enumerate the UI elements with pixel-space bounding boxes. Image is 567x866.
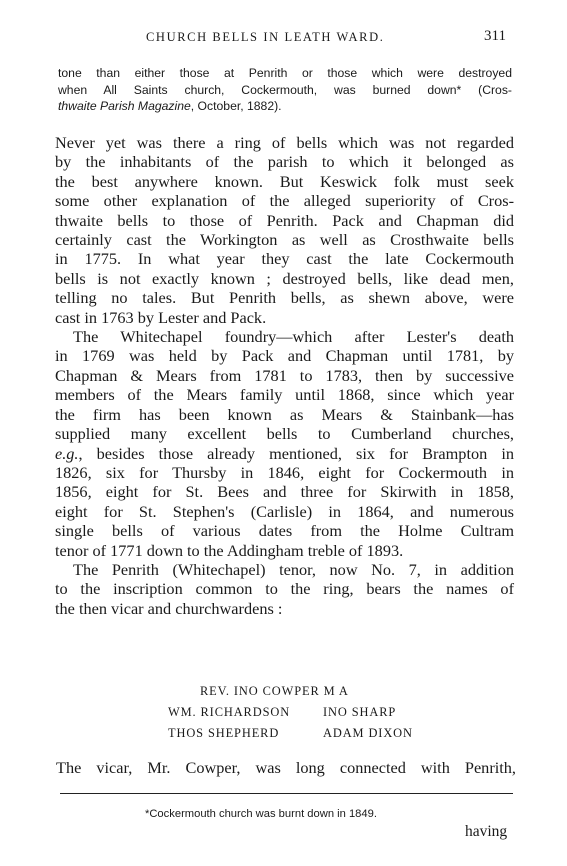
text-line: in 1769 was held by Pack and Chapman until 1781, by [55, 346, 514, 366]
text-line: members of the Mears family until 1868, since which year [55, 385, 514, 405]
text-line: bells is not exactly known ; destroyed bells, like dead men, [55, 268, 514, 288]
text-line: supplied many excellent bells to Cumberland churches, [55, 424, 514, 444]
text-line: e.g., besides those already mentioned, six for Brampton in [55, 443, 514, 463]
main-text [55, 133, 514, 618]
text-line: telling no tales. But Penrith bells, as shewn above, were [55, 288, 514, 308]
carryover-line: tone than either those at Penrith or those which were destroyed [58, 66, 512, 80]
text-line: some other explanation of the alleged superiority of Cros- [55, 191, 514, 211]
inscription-warden: ADAM DIXON [323, 726, 413, 740]
text-line: the best anywhere known. But Keswick folk must seek [55, 171, 514, 191]
footnote: *Cockermouth church was burnt down in 1849. [145, 808, 377, 820]
closing-line: The vicar, Mr. Cowper, was long connected with Penrith, [56, 758, 516, 777]
text-line: 1826, six for Thursby in 1846, eight for Cockermouth in [55, 462, 514, 482]
text-line: eight for St. Stephen's (Carlisle) in 1864, and numerous [55, 501, 514, 521]
text-line: in 1775. In what year they cast the late Cockermouth [55, 249, 514, 269]
catchword: having [465, 823, 508, 840]
text-line: by the inhabitants of the parish to which it belonged as [55, 152, 514, 172]
text-line: cast in 1763 by Lester and Pack. [55, 307, 267, 327]
inscription-vicar: REV. INO COWPER M A [200, 684, 349, 698]
inscription-warden: WM. RICHARDSON [168, 705, 291, 719]
text-line: 1856, eight for St. Bees and three for Skirwith in 1858, [55, 482, 514, 502]
carryover-paragraph [58, 65, 512, 115]
running-head [0, 30, 567, 50]
text-line: tenor of 1771 down to the Addingham treble of 1893. [55, 540, 404, 560]
running-title: CHURCH BELLS IN LEATH WARD. [146, 30, 385, 44]
page-number: 311 [484, 28, 506, 44]
carryover-line: thwaite Parish Magazine, October, 1882). [58, 99, 282, 113]
text-line: the firm has been known as Mears & Stainbank—has [55, 404, 514, 424]
inscription-warden: THOS SHEPHERD [168, 726, 280, 740]
text-line: thwaite bells to those of Penrith. Pack and Chapman did [55, 210, 514, 230]
footnote-rule [60, 793, 513, 794]
text-line: single bells of various dates from the Holme Cultram [55, 521, 514, 541]
text-line: Chapman & Mears from 1781 to 1783, then by successive [55, 365, 514, 385]
text-line: The Whitechapel foundry—which after Lester's death [73, 327, 514, 347]
text-line: The Penrith (Whitechapel) tenor, now No. 7, in addition [73, 559, 514, 579]
carryover-line: when All Saints church, Cockermouth, was burned down* (Cros- [58, 82, 512, 97]
magazine-title: thwaite Parish Magazine [58, 99, 191, 113]
bell-inscription [0, 681, 567, 744]
inscription-warden: INO SHARP [323, 705, 397, 719]
text-line: Never yet was there a ring of bells which was not regarded [55, 133, 514, 152]
text-line: to the inscription common to the ring, bears the names of [55, 579, 514, 599]
text-line: certainly cast the Workington as well as Crosthwaite bells [55, 230, 514, 250]
text-line: the then vicar and churchwardens : [55, 598, 283, 618]
